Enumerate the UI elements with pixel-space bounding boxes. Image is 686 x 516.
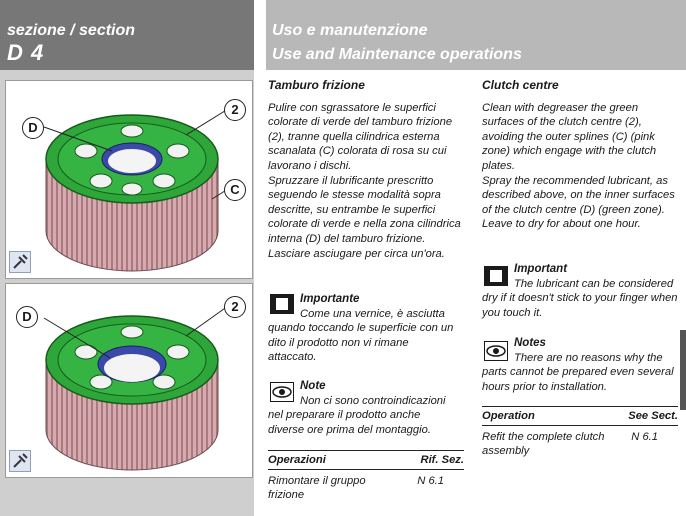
paragraph-it-1: Pulire con sgrassatore le superfici colorate di verde del tamburo frizione (2), tranne quella cilindrica esterna scanalata (C) colorata di rosa su cui lavorano i dischi. [268,101,453,172]
note-title-it: Note [300,380,326,392]
paragraph-en-3: Leave to dry for about one hour. [482,218,641,231]
heading-it: Tamburo frizione [268,78,365,92]
note-block-it [268,379,458,437]
important-title-it: Importante [300,293,360,305]
important-text-it: Come una vernice, è asciutta quando toccando le superficie con un dito il prodotto non vi rimane attaccato. [268,307,454,364]
operations-table-en [482,406,678,458]
table-cell-op: Refit the complete clutch assembly [482,431,605,457]
italian-column [268,78,464,261]
section-code: D 4 [7,40,45,65]
callout-d-bottom: D [16,306,38,328]
table-header-en [482,406,678,426]
callout-2-top: 2 [224,99,246,121]
figure-top [5,80,253,279]
table-cell-op: Rimontare il gruppo frizione [268,475,366,501]
callout-2-bottom: 2 [224,296,246,318]
heading-en: Clutch centre [482,78,559,92]
important-block-en [482,262,678,320]
page-title-it: Uso e manutenzione [272,22,428,39]
paragraph-it-3: Lasciare asciugare per circa un'ora. [268,247,445,260]
table-header-it [268,450,464,470]
table-col-ref-en: See Sect. [628,410,678,422]
table-row [482,426,678,458]
paragraph-en-2: Spray the recommended lubricant, as described above, on the inner surfaces of the clutch centre (D) (green zone). [482,174,675,216]
table-row [268,470,464,502]
callout-c-top: C [224,179,246,201]
figure-bottom [5,283,253,478]
tool-icon [9,450,31,472]
note-block-en [482,336,678,394]
note-text-it: Non ci sono controindicazioni nel preparare il prodotto anche diverse ore prima del montaggio. [268,394,446,436]
scrollbar[interactable] [680,330,686,410]
clutch-centre-illustration-bottom [6,284,252,477]
section-label: sezione / section [7,22,136,39]
note-title-en: Notes [514,337,546,349]
note-text-en: There are no reasons why the parts cannot be prepared even several hours prior to installation. [482,351,674,393]
tool-icon [9,251,31,273]
important-title-en: Important [514,263,568,275]
table-col-operations-it: Operazioni [268,454,326,466]
paragraph-it-2: Spruzzare il lubrificante prescritto seguendo le stesse modalità sopra descritte, su entrambe le superfici colorate di verde e nella zona cilindrica interna (D) del tamburo frizione. [268,174,461,245]
table-cell-ref: N 6.1 [417,475,444,487]
important-block-it [268,292,458,365]
table-col-operation-en: Operation [482,410,535,422]
paragraph-en-1: Clean with degreaser the green surfaces of the clutch centre (2), avoiding the outer splines (C) (pink zone) which engage with the clutch plates. [482,101,657,172]
operations-table-it [268,450,464,502]
english-column [482,78,678,232]
important-text-en: The lubricant can be considered dry if it doesn't stick to your finger when you touch it. [482,277,678,319]
table-cell-ref: N 6.1 [631,431,658,443]
callout-d-top: D [22,117,44,139]
table-col-ref-it: Rif. Sez. [420,454,464,466]
page-title-en: Use and Maintenance operations [272,46,522,63]
clutch-centre-illustration-top [6,81,252,278]
